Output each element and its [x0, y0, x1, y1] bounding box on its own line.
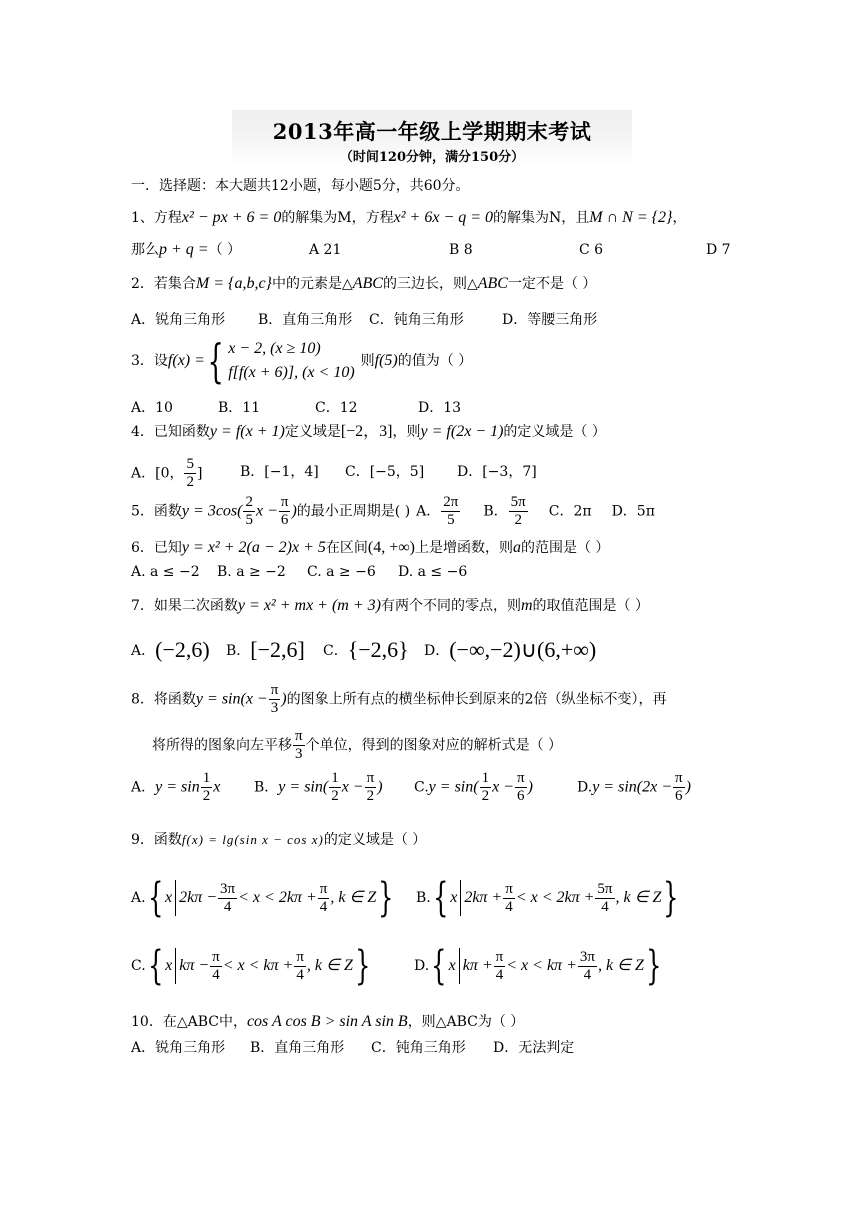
q8-opt-b-e2: x −: [341, 778, 364, 796]
exam-subtitle: （时间120分钟，满分150分）: [339, 150, 525, 165]
q3-option-b: B．11: [218, 400, 261, 416]
q9-opt-b-x: x: [450, 889, 458, 906]
q8-opt-d-fraction: [673, 770, 685, 805]
q8-option-b: [254, 770, 383, 805]
q8-opt-a-e1: y = sin: [155, 778, 200, 796]
q7-end: 的取值范围是（ ）: [532, 598, 649, 614]
q5-opt-b-fraction: [509, 494, 528, 529]
q8-opt-b-f-num: 1: [331, 770, 339, 786]
q9-opt-b-f-num: π: [505, 880, 513, 897]
q3-option-d: D．13: [418, 400, 462, 416]
q9-opt-c-e2: < x < kπ +: [222, 957, 294, 974]
question-7: [131, 596, 649, 616]
q8-opt-c-e1: y = sin(: [428, 778, 479, 796]
exam-title: 2013年高一年级上学期期末考试: [272, 119, 592, 144]
q7-opt-b-label: B．: [226, 643, 251, 659]
title-banner: [232, 110, 632, 166]
q7-opt-a-value: (−2,6): [155, 637, 210, 662]
q1-option-b: B 8: [449, 242, 473, 258]
q8-opt-a-num: 1: [202, 770, 211, 786]
q8-option-d: [577, 770, 691, 805]
q8-opt-c-fraction-1: [480, 770, 492, 805]
q8-line2-post: 个单位，得到的图象对应的解析式是（ ）: [305, 737, 563, 754]
q9-opt-d-x: x: [448, 957, 456, 974]
q9-opt-b-bar: [460, 880, 461, 916]
q6-end: 的范围是（ ）: [520, 540, 610, 556]
q5-mid: 的最小正周期是( ): [296, 503, 411, 520]
q9-opt-b-rbrace: }: [663, 875, 679, 921]
q7-opt-c-value: {−2,6}: [347, 637, 409, 662]
q6-prefix: 6．已知: [131, 540, 182, 556]
q9-opt-b-e2: < x < 2kπ +: [515, 889, 595, 906]
q9-opt-a-g-num: π: [319, 880, 328, 897]
q5-fraction-2: [279, 494, 291, 529]
q8-opt-c-f-num: 1: [481, 770, 490, 786]
q9-opt-a-e3: , k ∈ Z: [330, 889, 377, 906]
q8-opt-b-e3: ): [377, 778, 383, 796]
q6-function: y = x² + 2(a − 2)x + 5: [181, 539, 326, 556]
question-3: [131, 336, 472, 386]
q2-option-d: D．等腰三角形: [502, 312, 598, 328]
q6-mid: 在区间: [325, 540, 368, 556]
q9-function: f(x) = lg(sin x − cos x): [181, 832, 324, 847]
q6-variable: a: [512, 539, 521, 556]
q3-mid: 则: [360, 353, 375, 369]
q1-end: ，: [672, 210, 687, 226]
q3-prefix: 3．设: [131, 353, 168, 369]
q9-opt-a-fraction-1: [218, 881, 237, 916]
q8-option-a: [131, 770, 220, 805]
q10-condition: cos A cos B > sin A sin B: [246, 1013, 408, 1030]
q8-mid: 的图象上所有点的横坐标伸长到原来的2倍（纵坐标不变），再: [286, 691, 667, 708]
q8-opt-b-f-den: 2: [331, 788, 339, 804]
q4-opt-a-den: 2: [186, 474, 194, 490]
q9-opt-d-g-den: 4: [583, 966, 592, 983]
q9-opt-d-label: D.: [414, 958, 430, 974]
q9-opt-d-f-den: 4: [495, 966, 504, 983]
q5-opt-a-label: A．: [416, 503, 441, 520]
q6-option-d: D. a ≤ −6: [398, 564, 468, 580]
q8-opt-c-f-den: 2: [481, 788, 490, 804]
q10-option-b: B．直角三角形: [250, 1040, 345, 1056]
q6-interval: (4, +∞): [367, 539, 415, 556]
q9-opt-a-label: A.: [131, 890, 146, 906]
q8-line2-pre: 将所得的图象向左平移: [152, 737, 292, 754]
q8-f-num: π: [270, 682, 279, 698]
q4-opt-a-post: ]: [196, 465, 203, 482]
q8-opt-c-g-den: 6: [517, 788, 525, 804]
q9-opt-a-e2: < x < 2kπ +: [238, 889, 317, 906]
q8-opt-a-e2: x: [213, 778, 221, 796]
q9-opt-a-fraction-2: [318, 881, 330, 916]
q8-opt-b-e1: y = sin(: [278, 778, 329, 796]
q5-expr-1: y = 3cos(: [181, 502, 243, 520]
question-1-line-2: [131, 240, 731, 260]
q4-prefix: 4．已知函数: [131, 424, 210, 440]
q4-mid: 定义域是: [284, 424, 341, 440]
question-8-line-2: [152, 728, 562, 763]
q9-opt-a-g-den: 4: [319, 898, 328, 915]
q8-opt-c-fraction-2: [515, 770, 527, 805]
q9-option-b: [416, 875, 681, 921]
q9-opt-c-g-num: π: [296, 948, 304, 965]
q9-end: 的定义域是（ ）: [323, 832, 427, 848]
q8-opt-b-g-num: π: [366, 770, 375, 786]
q3-brace: {: [207, 334, 224, 388]
q5-prefix: 5．函数: [131, 503, 182, 520]
q8-function-2: ): [281, 690, 287, 708]
q4-mid-2: ，则: [392, 424, 421, 440]
q2-option-c: C．钝角三角形: [369, 312, 464, 328]
q9-option-a: [131, 875, 396, 921]
q8-opt-c-e3: ): [527, 778, 533, 796]
q8-line2-den: 3: [295, 746, 303, 762]
q3-piece-1: x − 2, (x ≥ 10): [228, 340, 321, 357]
q7-mid: 有两个不同的零点，则: [380, 598, 521, 614]
q4-function-2: y = f(2x − 1): [420, 423, 504, 440]
q8-opt-d-e1: y = sin(2x −: [592, 778, 672, 796]
q9-opt-a-bar: [175, 880, 176, 916]
q8-f-den: 3: [270, 700, 279, 716]
q5-option-c: C．2π: [548, 503, 592, 520]
q5-opt-b-label: B．: [483, 503, 508, 520]
q9-opt-c-e1: kπ −: [179, 957, 210, 974]
q9-opt-d-e2: < x < kπ +: [506, 957, 577, 974]
q2-mid: 中的元素是△: [271, 276, 353, 292]
q9-opt-c-e3: , k ∈ Z: [306, 957, 353, 974]
q9-opt-c-f-den: 4: [212, 966, 220, 983]
q1-option-a: A 21: [309, 242, 342, 258]
q5-opt-b-den: 2: [514, 512, 522, 528]
q2-option-b: B．直角三角形: [258, 312, 353, 328]
q9-opt-a-f-den: 4: [223, 898, 232, 915]
q8-opt-b-label: B．: [254, 779, 279, 796]
q4-option-b: B．[−1，4]: [240, 464, 319, 480]
q2-set: M = {a,b,c}: [195, 275, 272, 292]
q9-opt-d-rbrace: }: [645, 943, 662, 989]
q9-opt-a-f-num: 3π: [220, 880, 236, 897]
q2-mid-2: 的三边长，则△: [382, 276, 478, 292]
q8-line2-num: π: [295, 728, 303, 744]
q10-end: ，则△ABC为（ ）: [407, 1014, 525, 1030]
q8-fraction: [269, 682, 281, 717]
q10-option-c: C．钝角三角形: [371, 1040, 466, 1056]
q9-opt-c-lbrace: {: [147, 943, 164, 989]
q4-domain: [−2，3]: [340, 423, 393, 440]
q8-opt-b-fraction-2: [365, 770, 377, 805]
q3-f5: f(5): [374, 352, 398, 369]
q9-opt-b-lbrace: {: [432, 875, 449, 921]
section-heading: 一．选择题：本大题共12小题，每小题5分，共60分。: [131, 178, 470, 194]
q4-function-1: y = f(x + 1): [209, 423, 285, 440]
q8-opt-b-g-den: 2: [366, 788, 375, 804]
q2-abc-1: ABC: [352, 275, 383, 292]
q5-opt-a-num: 2π: [443, 494, 459, 510]
q9-opt-a-rbrace: }: [378, 875, 394, 921]
q8-option-c: [414, 770, 533, 805]
q9-opt-c-g-den: 4: [296, 966, 304, 983]
q8-opt-d-g-num: π: [674, 770, 683, 786]
q3-end: 的值为（ ）: [397, 353, 473, 369]
q6-mid-2: 上是增函数，则: [414, 540, 513, 556]
q9-opt-b-f-den: 4: [505, 898, 513, 915]
q8-opt-c-g-num: π: [516, 770, 525, 786]
q8-opt-a-fraction: [201, 770, 213, 805]
q1-mid-1: 的解集为M，方程: [281, 210, 394, 226]
q5-f2-num: π: [280, 494, 289, 510]
q9-opt-d-fraction-2: [578, 949, 597, 984]
question-2: [131, 274, 596, 294]
q4-option-c: C．[−5，5]: [345, 464, 425, 480]
q3-piece-2: f[f(x + 6)], (x < 10): [228, 364, 355, 381]
q6-option-c: C. a ≥ −6: [307, 564, 376, 580]
q8-opt-d-g-den: 6: [675, 788, 683, 804]
q8-opt-c-e2: x −: [492, 778, 514, 796]
q5-expr-3: ): [291, 502, 297, 520]
q1-equation-1: x² − px + 6 = 0: [181, 209, 282, 226]
q5-fraction-1: [243, 494, 255, 529]
q9-opt-c-bar: [175, 948, 176, 984]
q9-opt-c-fraction-1: [210, 949, 222, 984]
q9-opt-b-g-num: 5π: [597, 880, 613, 897]
q7-prefix: 7．如果二次函数: [131, 598, 238, 614]
q8-opt-d-label: D.: [577, 779, 593, 796]
q9-prefix: 9．函数: [131, 832, 182, 848]
q1-prefix: 1、方程: [131, 210, 182, 226]
q2-abc-2: ABC: [477, 275, 508, 292]
q4-opt-a-num: 5: [186, 456, 194, 472]
q4-opt-a-fraction: [184, 456, 196, 491]
q8-line2-fraction: [293, 728, 305, 763]
q5-option-d: D．5π: [611, 503, 655, 520]
q1-set-condition: M ∩ N = {2}: [589, 209, 673, 226]
q9-opt-b-e3: , k ∈ Z: [615, 889, 662, 906]
question-10: [131, 1012, 524, 1032]
q7-opt-c-label: C．: [323, 643, 348, 659]
q5-opt-a-fraction: [441, 494, 460, 529]
q5-expr-2: x −: [255, 502, 278, 520]
q7-option-d: [424, 637, 597, 662]
q9-opt-d-g-num: 3π: [579, 948, 595, 965]
q1-option-d: D 7: [706, 242, 731, 258]
q9-opt-c-f-num: π: [212, 948, 220, 965]
q10-option-a: A．锐角三角形: [131, 1040, 226, 1056]
q9-opt-b-g-den: 4: [601, 898, 609, 915]
question-8-line-1: [131, 682, 667, 717]
q2-prefix: 2．若集合: [131, 276, 196, 292]
q7-option-a: [131, 637, 210, 662]
q9-option-c: [131, 943, 372, 989]
q9-opt-b-fraction-2: [595, 881, 614, 916]
q5-f2-den: 6: [280, 512, 289, 528]
q5-f1-den: 5: [245, 512, 253, 528]
q7-opt-a-label: A．: [131, 643, 156, 659]
question-1-line-1: [131, 208, 686, 228]
q7-opt-d-value: (−∞,−2)∪(6,+∞): [449, 637, 597, 662]
q4-option-a: [131, 456, 202, 491]
q7-function: y = x² + mx + (m + 3): [237, 597, 381, 614]
q9-opt-a-e1: 2kπ −: [179, 889, 218, 906]
q8-opt-b-fraction-1: [329, 770, 341, 805]
q3-function: f(x) =: [167, 352, 205, 369]
q8-function-1: y = sin(x −: [195, 690, 268, 708]
q8-opt-a-den: 2: [202, 788, 211, 804]
q6-option-b: B. a ≥ −2: [217, 564, 286, 580]
q9-opt-d-f-num: π: [495, 948, 504, 965]
q9-opt-d-lbrace: {: [431, 943, 447, 989]
q9-opt-a-x: x: [165, 889, 173, 906]
q8-opt-c-label: C.: [414, 779, 429, 796]
q9-opt-c-fraction-2: [294, 949, 306, 984]
q7-opt-b-value: [−2,6]: [250, 637, 305, 662]
q7-option-c: [323, 637, 409, 662]
q3-option-a: A．10: [131, 400, 173, 416]
q4-option-d: D．[−3，7]: [457, 464, 537, 480]
q1-line2-expression: p + q =: [159, 241, 209, 258]
q7-opt-d-label: D．: [424, 643, 450, 659]
q9-opt-b-label: B.: [416, 890, 431, 906]
q5-f1-num: 2: [245, 494, 253, 510]
q9-opt-c-label: C.: [131, 958, 146, 974]
q9-opt-c-x: x: [165, 957, 173, 974]
q9-opt-d-e3: , k ∈ Z: [597, 957, 644, 974]
q5-opt-a-den: 5: [447, 512, 455, 528]
q9-opt-b-fraction-1: [503, 881, 515, 916]
q5-opt-b-num: 5π: [510, 494, 526, 510]
q1-answer-paren: （ ）: [208, 242, 242, 258]
question-4: [131, 422, 606, 442]
q10-option-d: D．无法判定: [493, 1040, 575, 1056]
q8-opt-d-e3: ): [685, 778, 691, 796]
q9-opt-c-rbrace: }: [354, 943, 371, 989]
q1-mid-2: 的解集为N，且: [493, 210, 590, 226]
question-9: [131, 830, 426, 850]
q2-end: 一定不是（ ）: [507, 276, 597, 292]
q9-opt-b-e1: 2kπ +: [464, 889, 503, 906]
q6-option-a: A. a ≤ −2: [131, 564, 200, 580]
q1-option-c: C 6: [579, 242, 604, 258]
q3-option-c: C．12: [315, 400, 358, 416]
q3-piecewise: [228, 337, 354, 385]
q1-line2-prefix: 那么: [131, 242, 159, 258]
question-5: [131, 494, 655, 529]
q4-end: 的定义域是（ ）: [503, 424, 606, 440]
q2-option-a: A．锐角三角形: [131, 312, 226, 328]
q9-opt-d-bar: [459, 948, 460, 984]
q4-opt-a-pre: A．[0，: [131, 465, 184, 482]
q9-opt-d-fraction-1: [494, 949, 506, 984]
q10-prefix: 10．在△ABC中，: [131, 1014, 247, 1030]
question-6: [131, 538, 609, 558]
q1-equation-2: x² + 6x − q = 0: [393, 209, 494, 226]
q7-variable: m: [520, 597, 533, 614]
q7-option-b: [226, 637, 305, 662]
q9-opt-a-lbrace: {: [147, 875, 163, 921]
q8-opt-a-label: A．: [131, 779, 156, 796]
q9-option-d: [414, 943, 663, 989]
q9-opt-d-e1: kπ +: [462, 957, 493, 974]
q8-prefix: 8．将函数: [131, 691, 196, 708]
